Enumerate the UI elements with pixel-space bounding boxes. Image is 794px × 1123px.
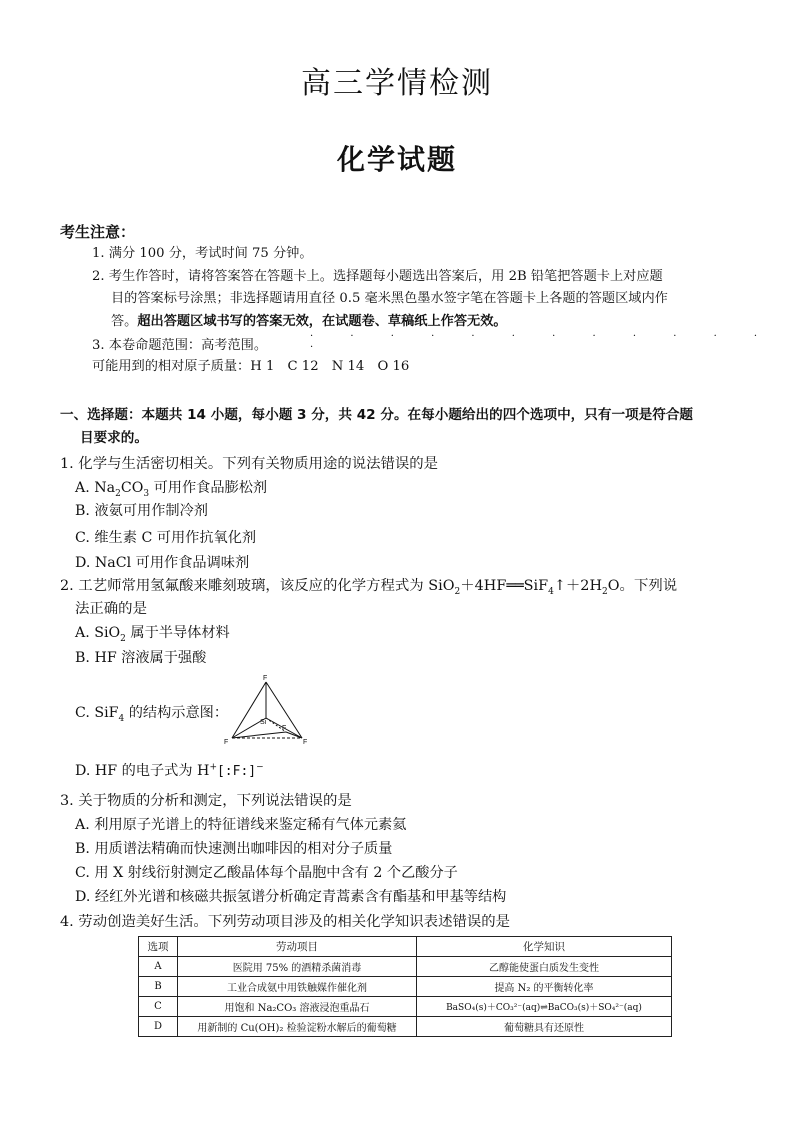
- sif4-structure-diagram: [222, 672, 312, 748]
- question-1-stem: 1. 化学与生活密切相关。下列有关物质用途的说法错误的是: [60, 456, 439, 472]
- emphasis-dots: · · · · · · · · · · · · ·: [310, 331, 775, 353]
- table-cell: BaSO₄(s)＋CO₃²⁻(aq)⇌BaCO₃(s)＋SO₄²⁻(aq): [417, 997, 672, 1017]
- q2-stem-text-4: O。下列说: [607, 578, 678, 594]
- question-2-option-a: [75, 622, 230, 644]
- table-cell: A: [139, 957, 178, 977]
- table-cell: B: [139, 977, 178, 997]
- notice-item-2-line-3: [111, 312, 507, 332]
- question-1-option-c: C. 维生素 C 可用作抗氧化剂: [75, 530, 257, 546]
- notice-item-1: 1. 满分 100 分，考试时间 75 分钟。: [92, 246, 313, 261]
- notice-item-3: 3. 本卷命题范围：高考范围。: [92, 338, 268, 353]
- atom-f-back: F: [282, 725, 287, 732]
- edge-left: [232, 682, 266, 738]
- question-3-option-b: B. 用质谱法精确而快速测出咖啡因的相对分子质量: [75, 841, 393, 857]
- q2d-minus: −: [256, 762, 264, 773]
- q2c-text-2: 的结构示意图：: [124, 705, 229, 721]
- gas-arrow-icon: ↑: [553, 578, 566, 594]
- question-2-option-b: B. HF 溶液属于强酸: [75, 650, 207, 666]
- q1a-text-2: CO: [120, 480, 144, 496]
- table-header-row: [139, 937, 672, 957]
- q1a-sub-1: 2: [115, 488, 121, 499]
- question-2-stem-line-1: [60, 574, 677, 597]
- section-heading-line-1: 一、选择题：本题共 14 小题，每小题 3 分，共 42 分。在每小题给出的四个选项中，只有一项是符合题: [60, 407, 694, 423]
- table-cell: 用饱和 Na₂CO₃ 溶液浸泡重晶石: [178, 997, 417, 1017]
- q1a-text-1: A. Na: [75, 480, 116, 496]
- table-cell: 乙醇能使蛋白质发生变性: [417, 957, 672, 977]
- table-cell: 葡萄糖具有还原性: [417, 1017, 672, 1037]
- atom-f-left: F: [224, 739, 229, 746]
- question-2-option-c: [75, 702, 228, 724]
- q1a-sub-2: 3: [143, 488, 150, 499]
- table-cell: 医院用 75% 的酒精杀菌消毒: [178, 957, 417, 977]
- q2a-text-1: A. SiO: [75, 625, 121, 641]
- question-1-option-d: D. NaCl 可用作食品调味剂: [75, 555, 250, 571]
- table-cell: 提高 N₂ 的平衡转化率: [417, 977, 672, 997]
- question-1-option-a: [75, 477, 267, 499]
- notice-item-2-line-1: 2. 考生作答时，请将答案答在答题卡上。选择题每小题选出答案后，用 2B 铅笔把答题卡上对应题: [92, 269, 663, 284]
- table-cell: 用新制的 Cu(OH)₂ 检验淀粉水解后的葡萄糖: [178, 1017, 417, 1037]
- notice-item-2-line-2: 目的答案标号涂黑；非选择题请用直径 0.5 毫米黑色墨水签字笔在答题卡上各题的答题区域内作: [111, 291, 668, 306]
- question-2-option-d: [75, 760, 264, 780]
- question-1-option-b: B. 液氨可用作制冷剂: [75, 503, 208, 519]
- notice-emphasis: 超出答题区域书写的答案无效，在试题卷、草稿纸上作答无效。: [137, 314, 507, 329]
- q2-stem-text-1: 2. 工艺师常用氢氟酸来雕刻玻璃，该反应的化学方程式为 SiO: [60, 578, 455, 594]
- table-cell: C: [139, 997, 178, 1017]
- q2-stem-text-2: ＋4HF══SiF: [460, 578, 549, 594]
- q2c-text-1: C. SiF: [75, 705, 119, 721]
- question-3-option-d: D. 经红外光谱和核磁共振氢谱分析确定青蒿素含有酯基和甲基等结构: [75, 889, 507, 905]
- question-3-stem: 3. 关于物质的分析和测定，下列说法错误的是: [60, 793, 352, 809]
- atomic-mass-line: 可能用到的相对原子质量：H 1 C 12 N 14 O 16: [92, 359, 410, 374]
- subject-title: 化学试题: [336, 143, 457, 176]
- exam-title: 高三学情检测: [301, 66, 493, 101]
- atom-f-right: F: [303, 739, 308, 746]
- question-4-table: [138, 936, 672, 1037]
- question-3-option-a: A. 利用原子光谱上的特征谱线来鉴定稀有气体元素氦: [75, 817, 407, 833]
- table-row: [139, 997, 672, 1017]
- q2-stem-sub-2: 4: [548, 586, 554, 597]
- table-row: [139, 977, 672, 997]
- electron-formula: [:F:]: [216, 764, 257, 779]
- table-header-cell: 选项: [139, 937, 178, 957]
- q2a-text-2: 属于半导体材料: [125, 625, 230, 641]
- notice-heading: 考生注意：: [60, 223, 136, 241]
- atom-si: Si: [260, 719, 267, 726]
- question-4-stem: 4. 劳动创造美好生活。下列劳动项目涉及的相关化学知识表述错误的是: [60, 914, 511, 930]
- q2d-plus: +: [209, 762, 217, 773]
- q2-stem-text-3: ＋2H: [565, 578, 603, 594]
- q2c-sub: 4: [118, 713, 125, 724]
- table-header-cell: 化学知识: [417, 937, 672, 957]
- q2-stem-sub-3: 2: [602, 586, 608, 597]
- notice-item-2-line-3-lead: 答。: [111, 314, 138, 329]
- q2-stem-sub-1: 2: [454, 586, 461, 597]
- table-cell: D: [139, 1017, 178, 1037]
- table-header-cell: 劳动项目: [178, 937, 417, 957]
- table-cell: 工业合成氨中用铁触媒作催化剂: [178, 977, 417, 997]
- table-row: [139, 957, 672, 977]
- q2d-text: D. HF 的电子式为 H: [75, 763, 210, 779]
- question-3-option-c: C. 用 X 射线衍射测定乙酸晶体每个晶胞中含有 2 个乙酸分子: [75, 865, 458, 881]
- q2a-sub: 2: [120, 633, 126, 644]
- section-heading-line-2: 目要求的。: [80, 430, 148, 446]
- table-row: [139, 1017, 672, 1037]
- atom-f-top: F: [263, 675, 268, 682]
- q1a-text-3: 可用作食品膨松剂: [149, 480, 268, 496]
- question-2-stem-line-2: 法正确的是: [75, 601, 147, 617]
